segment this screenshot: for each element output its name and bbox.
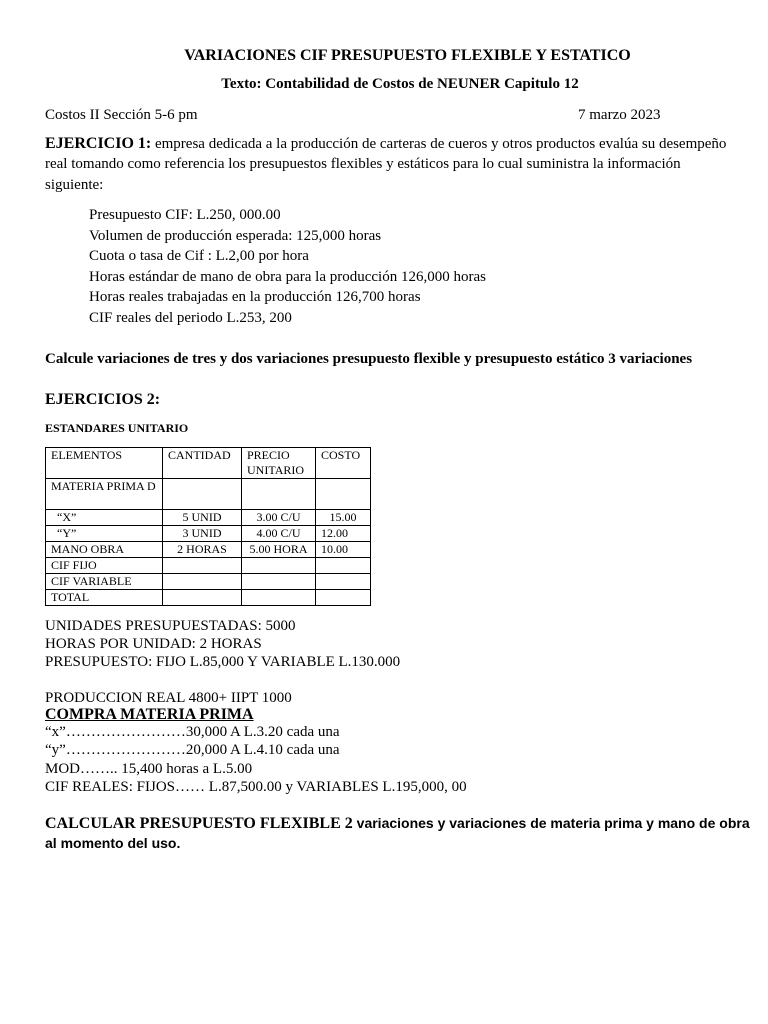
course-info: Costos II Sección 5-6 pm xyxy=(45,107,198,123)
budget-line: UNIDADES PRESUPUESTADAS: 5000 xyxy=(45,618,296,634)
ejercicio1-item: Cuota o tasa de Cif : L.2,00 por hora xyxy=(89,248,309,264)
table-cell xyxy=(163,479,242,510)
table-cell xyxy=(242,574,316,590)
table-header-row xyxy=(46,448,371,479)
table-cell: 4.00 C/U xyxy=(242,526,316,542)
table-cell: 5 UNID xyxy=(163,510,242,526)
table-cell: “Y” xyxy=(46,526,163,542)
table-row xyxy=(46,574,371,590)
ejercicio1-label: EJERCICIO 1: xyxy=(45,135,152,152)
table-cell: CIF FIJO xyxy=(46,558,163,574)
table-row xyxy=(46,479,371,510)
table-cell xyxy=(242,558,316,574)
table-cell: 5.00 HORA xyxy=(242,542,316,558)
document-title: VARIACIONES CIF PRESUPUESTO FLEXIBLE Y ESTATICO xyxy=(184,47,631,64)
table-cell: 3.00 C/U xyxy=(242,510,316,526)
table-row xyxy=(46,590,371,606)
ejercicio1-item: Horas reales trabajadas en la producción 126,700 horas xyxy=(89,289,421,305)
table-cell: CIF VARIABLE xyxy=(46,574,163,590)
produccion-real: PRODUCCION REAL 4800+ IIPT 1000 xyxy=(45,690,292,706)
document-date: 7 marzo 2023 xyxy=(578,107,661,123)
header-cantidad: CANTIDAD xyxy=(163,448,242,479)
ejercicio1-item: CIF reales del periodo L.253, 200 xyxy=(89,310,292,326)
compra-line: MOD…….. 15,400 horas a L.5.00 xyxy=(45,761,253,777)
header-costo: COSTO xyxy=(316,448,371,479)
standards-table xyxy=(45,447,371,606)
table-cell: 3 UNID xyxy=(163,526,242,542)
table-cell: 15.00 xyxy=(316,510,371,526)
ejercicio1-item: Horas estándar de mano de obra para la producción 126,000 horas xyxy=(89,269,486,285)
ejercicio1-intro-line1 xyxy=(45,135,726,153)
table-cell: 2 HORAS xyxy=(163,542,242,558)
table-cell xyxy=(163,558,242,574)
compra-line: “y”……………………20,000 A L.4.10 cada una xyxy=(45,742,340,758)
table-cell xyxy=(316,574,371,590)
table-title: ESTANDARES UNITARIO xyxy=(45,421,189,435)
ejercicio1-intro-line3: siguiente: xyxy=(45,177,104,193)
header-precio-unitario: PRECIO UNITARIO xyxy=(242,448,316,479)
table-cell: TOTAL xyxy=(46,590,163,606)
table-cell: MANO OBRA xyxy=(46,542,163,558)
header-elementos: ELEMENTOS xyxy=(46,448,163,479)
ejercicio2-label: EJERCICIOS 2: xyxy=(45,391,161,408)
ejercicio1-intro-line2: real tomando como referencia los presupuestos flexibles y estáticos para lo cual suministra la información xyxy=(45,156,681,172)
table-cell xyxy=(316,479,371,510)
table-cell xyxy=(163,590,242,606)
ejercicio1-intro-text: empresa dedicada a la producción de carteras de cueros y otros productos evalúa su desempeño xyxy=(151,136,727,152)
table-cell: 12.00 xyxy=(316,526,371,542)
table-cell xyxy=(242,479,316,510)
table-row xyxy=(46,558,371,574)
ejercicio1-task: Calcule variaciones de tres y dos variaciones presupuesto flexible y presupuesto estático 3 variaciones xyxy=(45,351,693,367)
table-cell: “X” xyxy=(46,510,163,526)
budget-line: HORAS POR UNIDAD: 2 HORAS xyxy=(45,636,262,652)
ejercicio2-task-bold: CALCULAR PRESUPUESTO FLEXIBLE 2 xyxy=(45,815,353,832)
cell-materia-prima: MATERIA PRIMA D xyxy=(46,479,163,510)
table-cell xyxy=(316,590,371,606)
ejercicio1-item: Presupuesto CIF: L.250, 000.00 xyxy=(89,207,281,223)
table-cell xyxy=(163,574,242,590)
ejercicio2-task-line1 xyxy=(45,815,750,833)
table-cell: 10.00 xyxy=(316,542,371,558)
table-row xyxy=(46,526,371,542)
table-cell xyxy=(242,590,316,606)
compra-heading: COMPRA MATERIA PRIMA xyxy=(45,706,254,723)
ejercicio1-item: Volumen de producción esperada: 125,000 horas xyxy=(89,228,382,244)
ejercicio2-task-rest: variaciones y variaciones de materia prima y mano de obra xyxy=(352,815,750,831)
table-cell xyxy=(316,558,371,574)
ejercicio2-task-line2: al momento del uso. xyxy=(45,835,181,851)
table-row xyxy=(46,510,371,526)
budget-line: PRESUPUESTO: FIJO L.85,000 Y VARIABLE L.130.000 xyxy=(45,654,401,670)
compra-line: CIF REALES: FIJOS…… L.87,500.00 y VARIABLES L.195,000, 00 xyxy=(45,779,467,795)
table-row xyxy=(46,542,371,558)
compra-line: “x”……………………30,000 A L.3.20 cada una xyxy=(45,724,340,740)
document-subtitle: Texto: Contabilidad de Costos de NEUNER Capitulo 12 xyxy=(221,76,579,92)
